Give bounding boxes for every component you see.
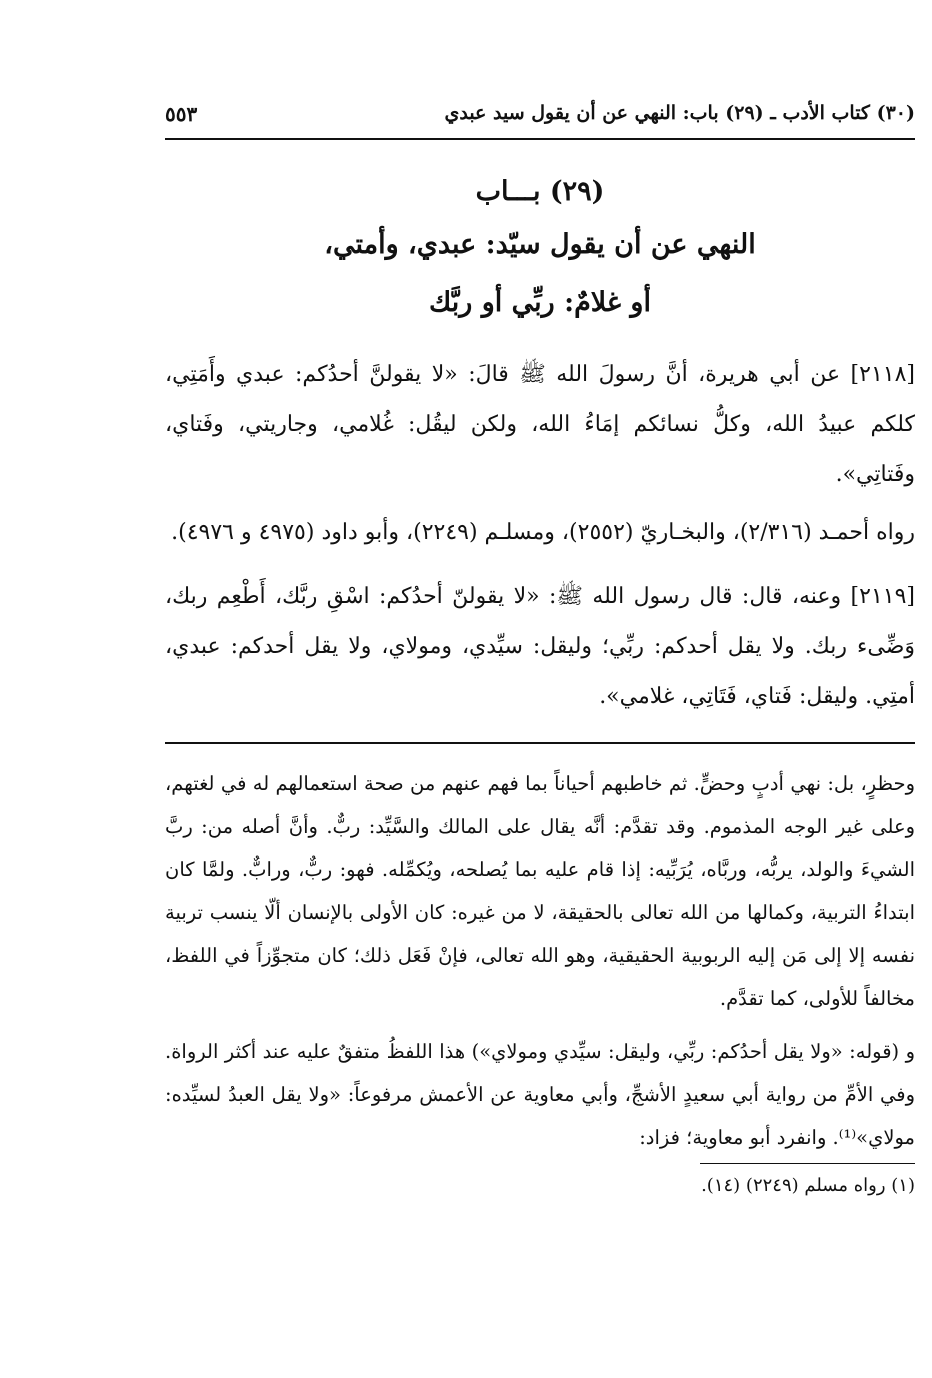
commentary-section [165, 762, 915, 1159]
hadith-2118: [٢١١٨] عن أبي هريرة، أنَّ رسولَ الله ﷺ قالَ: «لا يقولنَّ أحدُكم: عبدي وأَمَتِي، كلكم عبيدُ الله، وكلُّ نسائكم إمَاءُ الله، ولكن ليقُل: غُلامي، وجاريتي، وفَتاي، وفَتاتِي». [165, 362, 916, 487]
hadith-2119: [٢١١٩] وعنه، قال: قال رسول الله ﷺ: «لا يقولنّ أحدُكم: اسْقِ ربَّك، أَطْعِم ربك، وَضِّىء ربك. ولا يقل أحدكم: ربِّي؛ وليقل: سيِّدي، ومولاي، ولا يقل أحدكم: عبدي، أمتِي. وليقل: فَتاي، فَتَاتِي، غلامي». [165, 584, 915, 709]
footnote-rule [700, 1163, 915, 1164]
page-number: ٥٥٣ [165, 102, 198, 126]
hadith-2118-reference: رواه أحمـد (٢/٣١٦)، والبخـاريّ (٢٥٥٢)، ومسلـم (٢٢٤٩)، وأبو داود (٤٩٧٥ و ٤٩٧٦). [171, 520, 915, 545]
header-rule [165, 138, 915, 140]
book-page [165, 100, 915, 1204]
commentary-separator [165, 742, 915, 744]
running-head-title: (٣٠) كتاب الأدب ـ (٢٩) باب: النهي عن أن يقول سيد عبدي [444, 102, 915, 124]
chapter-heading [165, 168, 915, 332]
footnote: (١) رواه مسلم (٢٢٤٩) (١٤). [701, 1175, 915, 1196]
running-head [165, 100, 915, 134]
chapter-title-line-2: أو غلامٌ: ربِّي أو ربَّك [429, 287, 651, 318]
commentary-paragraph-2: و (قوله: «ولا يقل أحدُكم: ربِّي، وليقل: سيِّدي ومولاي») هذا اللفظُ متفقٌ عليه عند أكثر الرواة. وفي الأمِّ من رواية أبي سعيدٍ الأشجِّ، وأبي معاوية عن الأعمش مرفوعاً: «ولا يقل العبدُ لسيِّده: مولاي»⁽¹⁾. وانفرد أبو معاوية؛ فزاد: [165, 1040, 915, 1149]
chapter-number: (٢٩) بـــاب [475, 176, 605, 207]
commentary-paragraph-1: وحظرٍ، بل: نهي أدبٍ وحضٍّ. ثم خاطبهم أحياناً بما فهم عنهم من صحة استعمالهم له في لغتهم، وعلى غير الوجه المذموم. وقد تقدَّم: أنَّه يقال على المالك والسَّيِّد: ربٌّ. وأنَّ أصله من: ربَّ الشيءَ والولد، يربُّه، وربَّاه، يُرَبِّيه: إذا قام عليه بما يُصلحه، ويُكمِّله. فهو: ربٌّ، ورابٌّ. ولمَّا كان ابتداءُ التربية، وكمالها من الله تعالى بالحقيقة، لا من غيره: كان الأولى بالإنسان ألّا ينسب تربية نفسه إلا إلى مَن إليه الربوبية الحقيقية، وهو الله تعالى، فإنْ فَعَل ذلك؛ كان متجوِّزاً في اللفظ، مخالفاً للأولى، كما تقدَّم. [165, 772, 915, 1010]
chapter-title-line-1: النهي عن أن يقول سيّد: عبدي، وأمتي، [324, 229, 756, 260]
hadith-section [165, 350, 915, 722]
